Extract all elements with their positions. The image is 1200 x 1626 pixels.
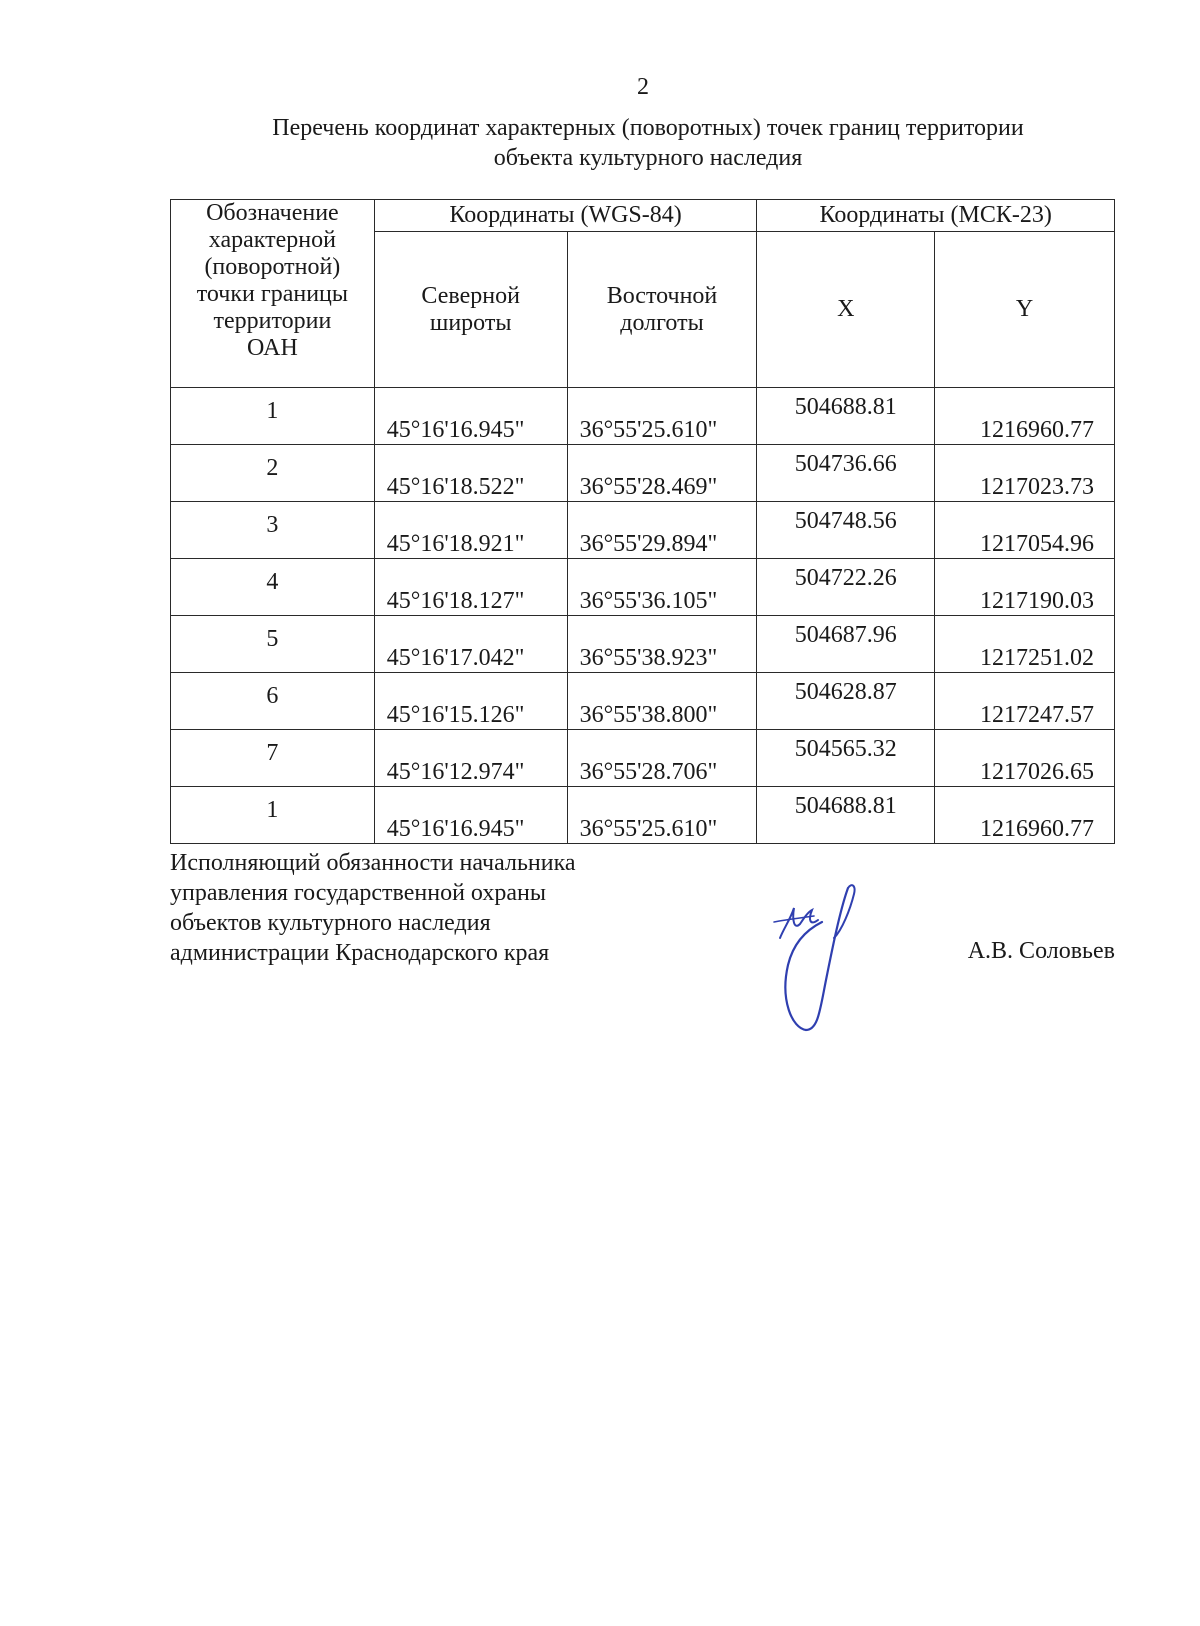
longitude-cell: 36°55'38.923" [567,616,757,673]
latitude-cell: 45°16'12.974" [374,730,567,787]
x-coordinate-cell: 504628.87 [757,673,935,730]
y-coordinate-cell: 1217026.65 [935,730,1115,787]
point-number-cell: 6 [171,673,375,730]
y-coordinate-cell: 1216960.77 [935,388,1115,445]
y-coordinate-cell: 1217023.73 [935,445,1115,502]
table-body [171,388,1115,844]
point-number-cell: 1 [171,787,375,844]
point-number-cell: 5 [171,616,375,673]
header-north-latitude: Северной широты [374,232,567,388]
point-number-cell: 4 [171,559,375,616]
signer-line-4: администрации Краснодарского края [170,940,550,966]
longitude-cell: 36°55'29.894" [567,502,757,559]
point-number-cell: 7 [171,730,375,787]
x-coordinate-cell: 504565.32 [757,730,935,787]
table-row [171,559,1115,616]
table-row [171,616,1115,673]
y-coordinate-cell: 1217247.57 [935,673,1115,730]
latitude-cell: 45°16'18.522" [374,445,567,502]
table-row [171,730,1115,787]
signer-line-2: управления государственной охраны [170,880,546,906]
signer-line-3: объектов культурного наследия [170,910,491,936]
handwritten-signature [770,880,880,1045]
y-coordinate-cell: 1217251.02 [935,616,1115,673]
table-row [171,388,1115,445]
latitude-cell: 45°16'17.042" [374,616,567,673]
longitude-cell: 36°55'38.800" [567,673,757,730]
coordinates-table [170,199,1115,844]
table-header-row [171,200,1115,232]
document-title-line-2: объекта культурного наследия [493,145,803,171]
longitude-cell: 36°55'28.706" [567,730,757,787]
table-row [171,673,1115,730]
latitude-cell: 45°16'16.945" [374,388,567,445]
header-east-longitude: Восточной долготы [567,232,757,388]
x-coordinate-cell: 504736.66 [757,445,935,502]
table-row [171,445,1115,502]
point-number-cell: 2 [171,445,375,502]
latitude-cell: 45°16'16.945" [374,787,567,844]
point-number-cell: 1 [171,388,375,445]
longitude-cell: 36°55'25.610" [567,388,757,445]
signer-line-1: Исполняющий обязанности начальника [170,850,576,876]
latitude-cell: 45°16'15.126" [374,673,567,730]
latitude-cell: 45°16'18.127" [374,559,567,616]
header-wgs84: Координаты (WGS-84) [374,200,757,232]
x-coordinate-cell: 504687.96 [757,616,935,673]
x-coordinate-cell: 504722.26 [757,559,935,616]
y-coordinate-cell: 1217054.96 [935,502,1115,559]
longitude-cell: 36°55'28.469" [567,445,757,502]
point-number-cell: 3 [171,502,375,559]
x-coordinate-cell: 504748.56 [757,502,935,559]
document-title [170,113,1126,173]
x-coordinate-cell: 504688.81 [757,787,935,844]
signer-position [170,848,576,968]
signer-name: А.В. Соловьев [967,938,1115,964]
page-number: 2 [637,74,649,100]
table-row [171,787,1115,844]
header-y: Y [935,232,1115,388]
y-coordinate-cell: 1216960.77 [935,787,1115,844]
y-coordinate-cell: 1217190.03 [935,559,1115,616]
document-title-line-1: Перечень координат характерных (поворотных) точек границ территории [272,115,1024,141]
longitude-cell: 36°55'25.610" [567,787,757,844]
longitude-cell: 36°55'36.105" [567,559,757,616]
header-point-designation: Обозначение характерной (поворотной) точки границы территории ОАН [171,200,375,388]
latitude-cell: 45°16'18.921" [374,502,567,559]
header-x: X [757,232,935,388]
header-msk23: Координаты (МСК-23) [757,200,1115,232]
x-coordinate-cell: 504688.81 [757,388,935,445]
table-row [171,502,1115,559]
